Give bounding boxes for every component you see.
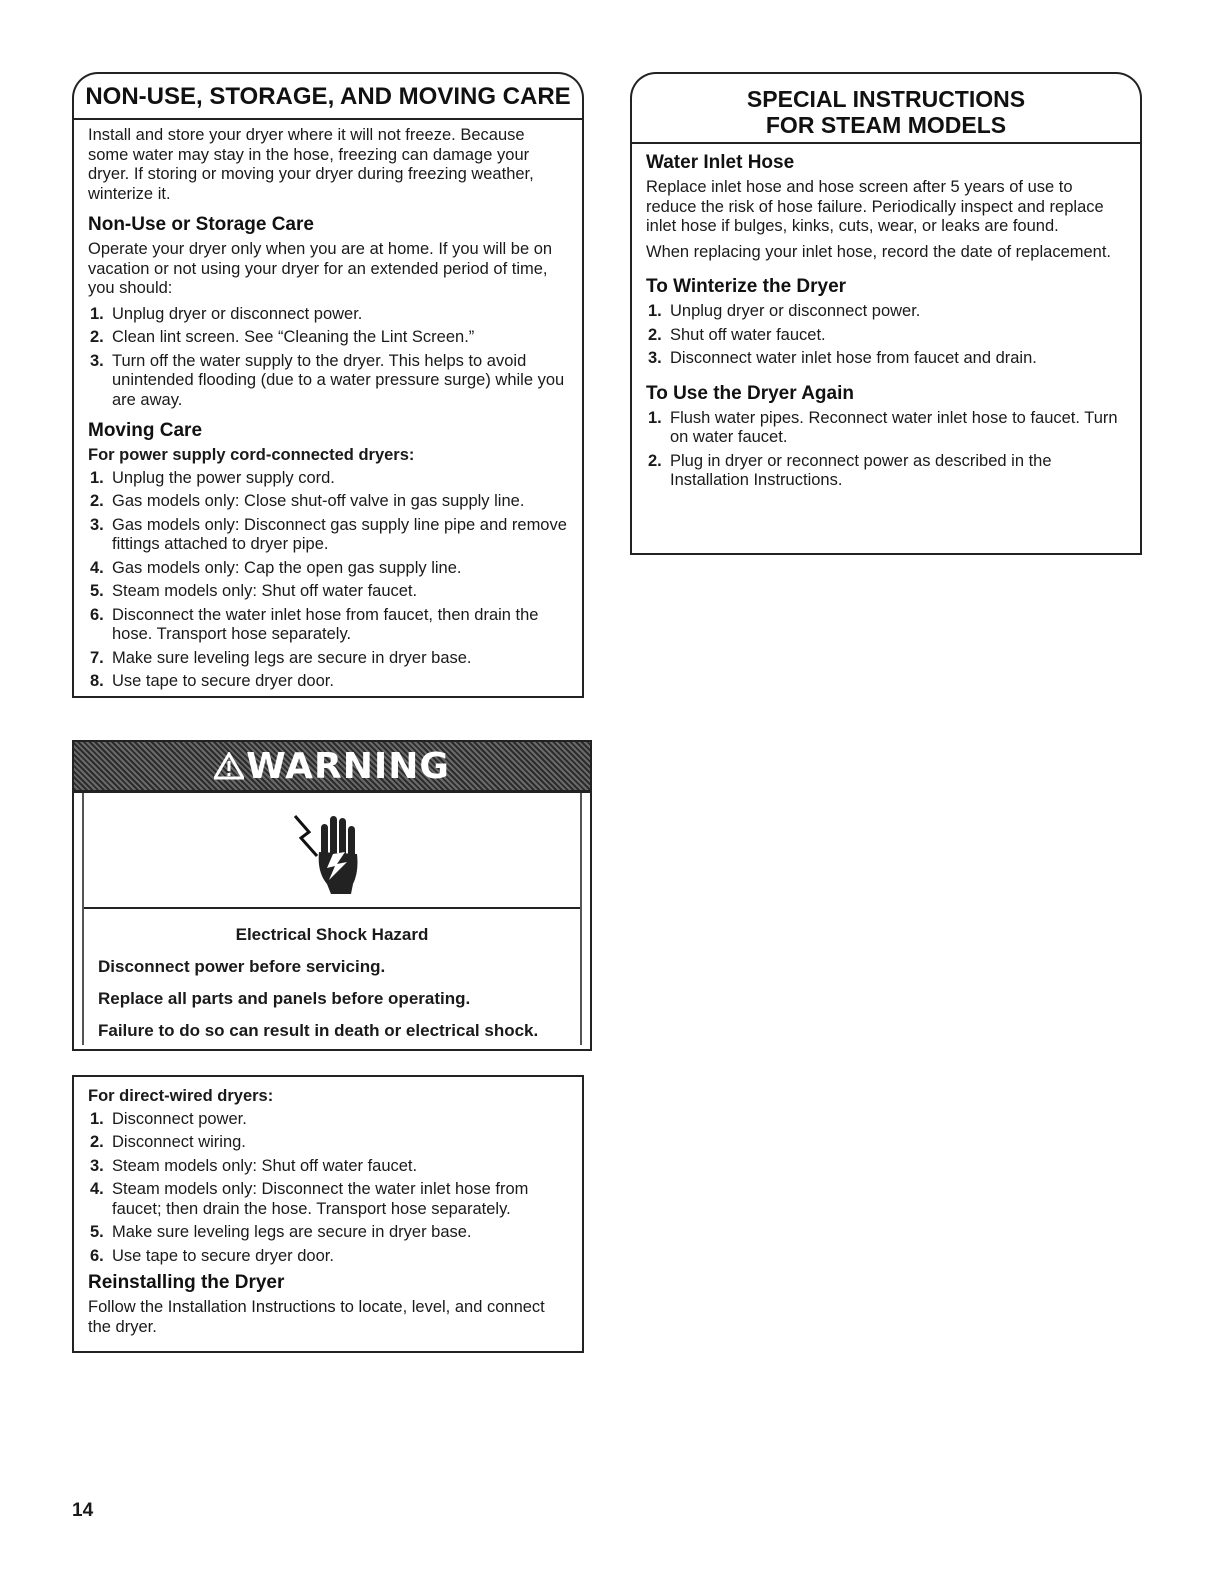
warning-line: Disconnect power before servicing. [98, 957, 386, 976]
warning-title-text: WARNING [246, 745, 450, 787]
electrical-shock-warning [72, 740, 592, 1051]
hazard-label: Electrical Shock Hazard [235, 925, 429, 944]
steam-section-body [630, 142, 1142, 555]
inlet-heading: Water Inlet Hose [646, 152, 795, 173]
list-item [88, 492, 568, 512]
direct-wired-subheading: For direct-wired dryers: [88, 1087, 274, 1105]
step-text: Unplug the power supply cord. [112, 468, 335, 487]
step-text: Flush water pipes. Reconnect water inlet hose to faucet. Turn on water faucet. [670, 408, 1118, 446]
step-text: Steam models only: Shut off water faucet. [112, 1156, 418, 1175]
list-item [88, 1223, 568, 1243]
step-text: Steam models only: Disconnect the water inlet hose from faucet; then drain the hose. Transport hose separately. [112, 1180, 529, 1218]
step-text: Disconnect water inlet hose from faucet and drain. [670, 349, 1037, 367]
step-text: Turn off the water supply to the dryer. This helps to avoid unintended flooding (due to a water pressure surge) while you are away. [112, 351, 565, 409]
step-text: Shut off water faucet. [670, 325, 826, 344]
inlet-paragraph: When replacing your inlet hose, record the date of replacement. [646, 242, 1112, 261]
list-item [88, 305, 568, 325]
list-item [88, 516, 568, 555]
list-item [88, 559, 568, 579]
intro-paragraph: Install and store your dryer where it will not freeze. Because some water may stay in the hose, freezing can damage your dryer. If storing or moving your dryer during freezing weather, winterize it. [88, 126, 534, 203]
list-item [646, 409, 1126, 448]
section-body [72, 118, 584, 698]
warning-header [74, 742, 590, 793]
step-number: 1. [648, 408, 662, 427]
section-title [72, 72, 584, 118]
step-number: 3. [90, 351, 104, 370]
list-item [88, 1110, 568, 1130]
step-number: 4. [90, 1180, 104, 1198]
step-number: 5. [90, 1223, 104, 1241]
reinstall-heading: Reinstalling the Dryer [88, 1272, 285, 1293]
storage-steps [88, 305, 568, 411]
electric-shock-hand-icon [287, 802, 377, 898]
warning-triangle-icon [214, 752, 244, 780]
warning-title [214, 746, 450, 787]
moving-steps [88, 469, 568, 692]
winterize-steps [646, 302, 1126, 369]
step-text: Use tape to secure dryer door. [112, 1246, 334, 1265]
warning-line: Replace all parts and panels before operating. [98, 989, 471, 1008]
list-item [88, 1157, 568, 1177]
list-item [88, 1180, 568, 1219]
non-use-storage-section [72, 72, 584, 698]
step-text: Disconnect the water inlet hose from faucet, then drain the hose. Transport hose separately. [112, 605, 539, 643]
step-text: Disconnect power. [112, 1109, 247, 1128]
step-text: Gas models only: Close shut-off valve in gas supply line. [112, 492, 525, 510]
step-text: Make sure leveling legs are secure in dryer base. [112, 1223, 472, 1241]
step-text: Unplug dryer or disconnect power. [112, 304, 363, 323]
step-number: 4. [90, 558, 104, 577]
step-number: 2. [648, 451, 662, 470]
step-number: 1. [90, 304, 104, 323]
use-again-steps [646, 409, 1126, 491]
step-number: 8. [90, 672, 104, 690]
step-number: 3. [90, 1156, 104, 1175]
reinstall-paragraph: Follow the Installation Instructions to locate, level, and connect the dryer. [88, 1298, 545, 1336]
storage-heading: Non-Use or Storage Care [88, 214, 314, 235]
step-text: Unplug dryer or disconnect power. [670, 302, 921, 320]
step-text: Steam models only: Shut off water faucet. [112, 582, 418, 600]
list-item [88, 649, 568, 669]
storage-paragraph: Operate your dryer only when you are at home. If you will be on vacation or not using your dryer for an extended period of time, you should: [88, 240, 553, 297]
step-text: Gas models only: Cap the open gas supply line. [112, 558, 462, 577]
step-number: 1. [648, 302, 662, 320]
direct-wired-section [72, 1075, 584, 1353]
moving-subheading: For power supply cord-connected dryers: [88, 446, 415, 464]
steam-instructions-section [630, 72, 1142, 555]
step-text: Make sure leveling legs are secure in dryer base. [112, 648, 472, 667]
page-number: 14 [72, 1500, 94, 1521]
step-number: 2. [90, 1133, 104, 1151]
step-number: 7. [90, 648, 104, 667]
warning-body [82, 793, 582, 1045]
list-item [646, 349, 1126, 369]
step-number: 3. [90, 515, 104, 534]
list-item [88, 582, 568, 602]
section-title-text: NON-USE, STORAGE, AND MOVING CARE [85, 83, 571, 110]
list-item [88, 469, 568, 489]
step-number: 5. [90, 582, 104, 600]
step-number: 2. [90, 492, 104, 510]
list-item [88, 1247, 568, 1267]
step-text: Plug in dryer or reconnect power as described in the Installation Instructions. [670, 451, 1052, 489]
step-text: Disconnect wiring. [112, 1133, 246, 1151]
list-item [88, 672, 568, 692]
steam-section-title [630, 72, 1142, 142]
list-item [88, 352, 568, 411]
step-text: Clean lint screen. See “Cleaning the Lint Screen.” [112, 328, 475, 346]
step-number: 6. [90, 1246, 104, 1265]
list-item [646, 302, 1126, 322]
list-item [646, 452, 1126, 491]
warning-icon-area [84, 793, 580, 909]
step-number: 1. [90, 468, 104, 487]
list-item [88, 1133, 568, 1153]
step-number: 6. [90, 605, 104, 624]
direct-wired-steps [88, 1110, 568, 1267]
steam-title-line: SPECIAL INSTRUCTIONS [746, 86, 1026, 112]
moving-heading: Moving Care [88, 420, 203, 441]
warning-text [84, 909, 580, 1045]
step-text: Gas models only: Disconnect gas supply line pipe and remove fittings attached to dryer pipe. [112, 515, 567, 553]
step-text: Use tape to secure dryer door. [112, 672, 334, 690]
step-number: 2. [648, 325, 662, 344]
steam-title-line: FOR STEAM MODELS [765, 112, 1007, 138]
step-number: 3. [648, 349, 662, 367]
inlet-paragraph: Replace inlet hose and hose screen after 5 years of use to reduce the risk of hose failure. Periodically inspect and replace inlet hose if bulges, kinks, cuts, wear, or leaks are found. [646, 178, 1104, 235]
use-again-heading: To Use the Dryer Again [646, 382, 854, 404]
step-number: 2. [90, 328, 104, 346]
list-item [646, 326, 1126, 346]
list-item [88, 606, 568, 645]
list-item [88, 328, 568, 348]
step-number: 1. [90, 1109, 104, 1128]
warning-line: Failure to do so can result in death or electrical shock. [98, 1021, 539, 1040]
winterize-heading: To Winterize the Dryer [646, 276, 847, 297]
